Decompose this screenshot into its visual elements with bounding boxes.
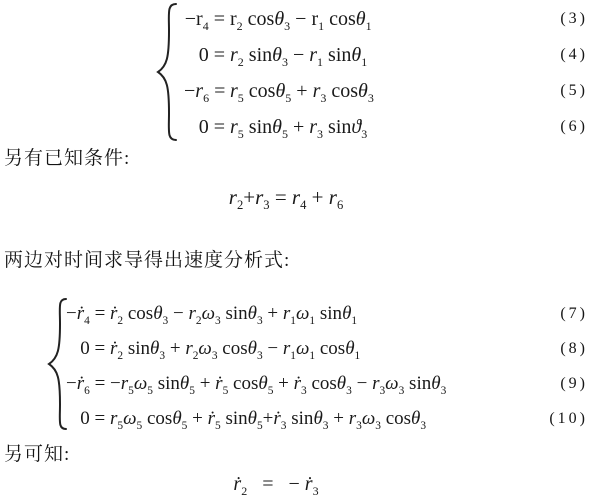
equation-rows <box>184 1 592 145</box>
equation-row-6 <box>184 109 592 145</box>
equation-rhs: $-r_5\omega_5$ sinθ$_5$ + ṙ$_5$ cosθ$_5$ + ṙ$_3$ $\cos\theta_3 - r_3\omega_3$ sinθ$_3$ <box>110 372 447 397</box>
equation-row-10 <box>66 401 592 436</box>
equation-row-9 <box>66 366 592 401</box>
equation-rhs: $r_5$ $\cos\theta_5 + r_3$ cosθ$_3$ <box>230 79 374 105</box>
equation-row-4 <box>184 37 592 73</box>
equation-row-7 <box>66 296 592 331</box>
section-label-known-conditions: 另有已知条件: <box>4 148 131 169</box>
equation-lhs: 0 = <box>80 337 110 359</box>
equation-rhs: $r_2$ $\cos\theta_3 - r_1$ cosθ$_1$ <box>230 7 372 33</box>
equation-number: (6) <box>560 118 588 135</box>
equation-number: (5) <box>560 82 588 99</box>
equation-number: (9) <box>560 374 588 392</box>
rate-relation-equation: ṙ$_2$ = − ṙ$_3$ <box>233 473 319 498</box>
equation-rhs: $r_5$ $\sin\theta_5 + r_3$ sinϑ$_3$ <box>230 115 368 141</box>
equation-system-position <box>152 1 592 145</box>
equation-lhs: 0 = <box>198 115 230 138</box>
equation-lhs: $-r_6$ = <box>184 79 231 105</box>
equation-rhs: $r_2$ $\sin\theta_3 - r_1$ sinθ$_1$ <box>230 43 368 69</box>
section-label-derivative-intro: 两边对时间求导得出速度分析式: <box>4 250 291 271</box>
left-brace <box>152 1 182 143</box>
equation-rhs: ṙ$_2$ $\sin\theta_3 + r_2\omega_3$ $\cos\theta_3 - r_1\omega_1$ cosθ$_1$ <box>110 337 361 362</box>
equation-rhs: ṙ$_2$ $\cos\theta_3 - r_2\omega_3$ $\sin\theta_3 + r_1\omega_1$ sinθ$_1$ <box>110 302 358 327</box>
equation-rhs: $r_5\omega_5$ cosθ$_5$ + ṙ$_5$ sinθ$_5$+ṙ$_3$ $\sin\theta_3 + r_3\omega_3$ cosθ$_3$ <box>110 407 427 432</box>
equation-number: (7) <box>560 304 588 322</box>
equation-lhs: 0 = <box>198 43 230 66</box>
equation-row-8 <box>66 331 592 366</box>
equation-rows <box>66 296 592 436</box>
equation-lhs: 0 = <box>80 407 110 429</box>
equation-number: (10) <box>549 409 588 427</box>
equation-lhs: −ṙ$_6$ = <box>66 372 111 397</box>
equation-number: (4) <box>560 46 588 63</box>
length-constraint-equation: $r_2+r_3 = r_4 + r_6$ <box>228 185 344 213</box>
equation-system-velocity <box>44 296 592 436</box>
equation-number: (8) <box>560 339 588 357</box>
equation-row-3 <box>184 1 592 37</box>
equation-number: (3) <box>560 10 588 27</box>
equation-row-5 <box>184 73 592 109</box>
equation-lhs: −ṙ$_4$ = <box>66 302 111 327</box>
equation-lhs: $-r_4$ = <box>184 7 230 33</box>
section-label-also-known: 另可知: <box>4 444 71 465</box>
